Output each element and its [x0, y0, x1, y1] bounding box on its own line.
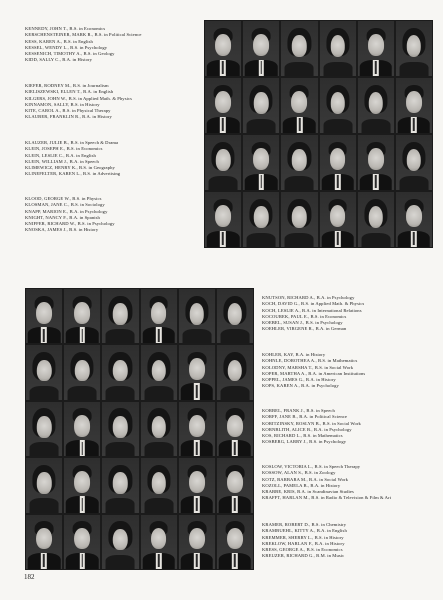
student-portrait	[25, 288, 63, 344]
student-portrait	[101, 401, 139, 457]
name-list-group-e	[262, 295, 364, 333]
student-portrait	[216, 288, 254, 344]
student-portrait	[395, 20, 433, 77]
student-portrait	[242, 191, 280, 248]
student-portrait	[280, 134, 318, 191]
name-entry: KREUZER, RICHARD G., B.M. in Music	[262, 553, 345, 559]
name-entry: KLAUZER, JULIE B., B.S. in Speech & Drama	[25, 140, 119, 145]
name-entry: KNUTSON, RICHARD A., B.A. in Psychology	[262, 295, 355, 300]
student-portrait	[319, 77, 357, 134]
student-portrait	[63, 514, 101, 570]
name-entry: KLEIN, JOSEPH E., B.S. in Economics	[25, 146, 103, 152]
name-entry: KLIMEWICZ, HENRY K., B.S. in Geography	[25, 165, 115, 171]
student-portrait	[204, 20, 242, 77]
name-entry: KLINEFELTER, KAREN L., B.S. in Advertising	[25, 171, 121, 177]
name-entry: KESS, KAREN A., B.S. in English	[25, 38, 93, 44]
student-portrait	[395, 77, 433, 134]
name-entry: KRAMBUEHL, KITTY A., B.A. in English	[262, 528, 347, 534]
student-portrait	[140, 514, 178, 570]
student-portrait	[101, 514, 139, 570]
name-entry: KOLODNY, MARSHA T., B.S. in Social Work	[262, 364, 354, 370]
name-entry: KLOSMAN, JANE C., B.S. in Sociology	[25, 202, 105, 208]
portrait-grid-top	[204, 20, 433, 248]
name-entry: KOEBEL, SUSAN J., B.S. in Psychology	[262, 320, 343, 326]
name-entry: KINNAMON, SALLY, B.S. in History	[25, 101, 100, 107]
student-portrait	[204, 134, 242, 191]
name-entry: KORFF, JANE B., B.A. in Political Science	[262, 414, 348, 420]
name-list-group-f	[262, 352, 365, 390]
student-portrait	[204, 77, 242, 134]
student-portrait	[101, 344, 139, 400]
student-portrait	[178, 288, 216, 344]
student-portrait	[216, 457, 254, 513]
student-portrait	[25, 401, 63, 457]
student-portrait	[63, 344, 101, 400]
student-portrait	[242, 77, 280, 134]
name-entry: KORNBLITH, ALICE B., B.A. in Psychology	[262, 426, 352, 432]
student-portrait	[319, 20, 357, 77]
student-portrait	[178, 401, 216, 457]
student-portrait	[178, 457, 216, 513]
student-portrait	[395, 134, 433, 191]
name-entry: KRAMER, ROBERT D., B.S. in Chemistry	[262, 522, 347, 527]
student-portrait	[101, 288, 139, 344]
name-entry: KOCH, DAVID G., B.S. in Applied Math. & Physics	[262, 301, 365, 307]
student-portrait	[63, 288, 101, 344]
name-entry: KORITZINSKY, ROSLYN B., B.S. in Social Work	[262, 420, 361, 426]
student-portrait	[280, 20, 318, 77]
name-entry: KORBEL, FRANK J., B.S. in Speech	[262, 408, 335, 413]
name-entry: KLEIN, WILLIAM J., B.A. in Speech	[25, 158, 99, 164]
student-portrait	[216, 344, 254, 400]
student-portrait	[178, 514, 216, 570]
name-entry: KOHNLE, DOROTHEA A., B.S. in Mathematics	[262, 358, 358, 364]
student-portrait	[242, 20, 280, 77]
student-portrait	[357, 77, 395, 134]
name-entry: KOCOUREK, PAUL E., B.S. in Economics	[262, 313, 347, 319]
name-entry: KNIGHT, NANCY F., B.A. in Spanish	[25, 214, 100, 220]
student-portrait	[140, 288, 178, 344]
student-portrait	[140, 401, 178, 457]
student-portrait	[178, 344, 216, 400]
name-entry: KLOOD, GEORGE W., B.S. in Physics	[25, 196, 102, 201]
student-portrait	[63, 457, 101, 513]
name-list-group-i	[262, 522, 347, 560]
name-entry: KOCH, LESLIE A., B.A. in International Relations	[262, 307, 362, 313]
student-portrait	[280, 191, 318, 248]
name-list-group-a	[25, 26, 142, 64]
name-entry: KESSENICH, TIMOTHY A., B.S. in Geology	[25, 51, 115, 57]
name-entry: KOZOLL, PAMELA B., B.A. in History	[262, 482, 341, 488]
student-portrait	[25, 344, 63, 400]
name-list-group-d	[25, 196, 115, 234]
name-list-group-c	[25, 140, 120, 178]
student-portrait	[242, 134, 280, 191]
student-portrait	[395, 191, 433, 248]
name-entry: KIEFER, RODNEY M., B.S. in Journalism	[25, 83, 109, 88]
name-entry: KESSEL, WENDY L., B.S. in Psychology	[25, 44, 108, 50]
name-entry: KRABBE, KRIS, B.A. in Scandinavian Studies	[262, 489, 354, 495]
name-list-group-h	[262, 464, 391, 502]
student-portrait	[63, 401, 101, 457]
name-entry: KLAUBER, FRANKLIN R., B.A. in History	[25, 114, 112, 120]
name-entry: KREMMER, SHERRY L., B.S. in History	[262, 534, 344, 540]
name-entry: KLEIN, LESLIE C., B.A. in English	[25, 152, 96, 158]
name-list-group-g	[262, 408, 361, 446]
name-entry: KOSBERG, LARRY J., B.S. in Psychology	[262, 439, 347, 445]
page-number: 182	[24, 573, 35, 581]
name-entry: KREKLOW, HARLAN F., B.A. in History	[262, 540, 345, 546]
name-entry: KOTZ, BARBARA M., B.A. in Social Work	[262, 476, 349, 482]
student-portrait	[216, 401, 254, 457]
student-portrait	[319, 191, 357, 248]
name-entry: KITE, CAROL A., B.S. in Physical Therapy	[25, 108, 111, 114]
name-entry: KOPS, KAREN A., B.A. in Psychology	[262, 383, 339, 389]
student-portrait	[280, 77, 318, 134]
student-portrait	[357, 191, 395, 248]
name-entry: KIDD, SALLY C., B.A. in History	[25, 57, 93, 63]
student-portrait	[140, 344, 178, 400]
student-portrait	[25, 514, 63, 570]
student-portrait	[204, 191, 242, 248]
name-entry: KNIFFER, RICHARD W., B.S. in Psychology	[25, 221, 115, 227]
name-entry: KERSCHENSTEINER, MARK R., B.S. in Political Science	[25, 32, 142, 38]
name-entry: KNAPP, MARION E., B.A. in Psychology	[25, 208, 108, 214]
name-entry: KNOSKA, JAMES J., B.S. in History	[25, 227, 99, 233]
name-entry: KRESS, GEORGE A., B.S. in Economics	[262, 547, 343, 553]
student-portrait	[357, 20, 395, 77]
name-entry: KRAFFT, HARLAN M., B.S. in Radio & Television & Film & Art	[262, 495, 392, 501]
name-entry: KOSLOW, VICTORIA L., B.S. in Speech Therapy	[262, 464, 361, 469]
name-entry: KILGERS, JOHN W., B.S. in Applied Math. & Physics	[25, 95, 132, 101]
student-portrait	[140, 457, 178, 513]
student-portrait	[101, 457, 139, 513]
portrait-grid-bottom	[25, 288, 254, 570]
name-entry: KOPER, MARTHA A., B.A. in American Institutions	[262, 370, 366, 376]
name-entry: KIELISZEWSKI, ELLEN T., B.A. in English	[25, 89, 114, 95]
student-portrait	[216, 514, 254, 570]
name-entry: KOSSOW, ALAN S., B.S. in Zoology	[262, 470, 336, 476]
name-entry: KOPPEL, JAMES G., B.A. in History	[262, 377, 336, 383]
name-entry: KOEHLER, VIRGENE R., B.A. in German	[262, 326, 347, 332]
name-entry: KOS, RICHARD L., B.S. in Mathematics	[262, 433, 343, 439]
student-portrait	[25, 457, 63, 513]
student-portrait	[357, 134, 395, 191]
name-entry: KOHLER, KAY, B.A. in History	[262, 352, 326, 357]
student-portrait	[319, 134, 357, 191]
name-list-group-b	[25, 83, 132, 121]
name-entry: KENNEDY, JOHN T., B.S. in Economics	[25, 26, 106, 31]
